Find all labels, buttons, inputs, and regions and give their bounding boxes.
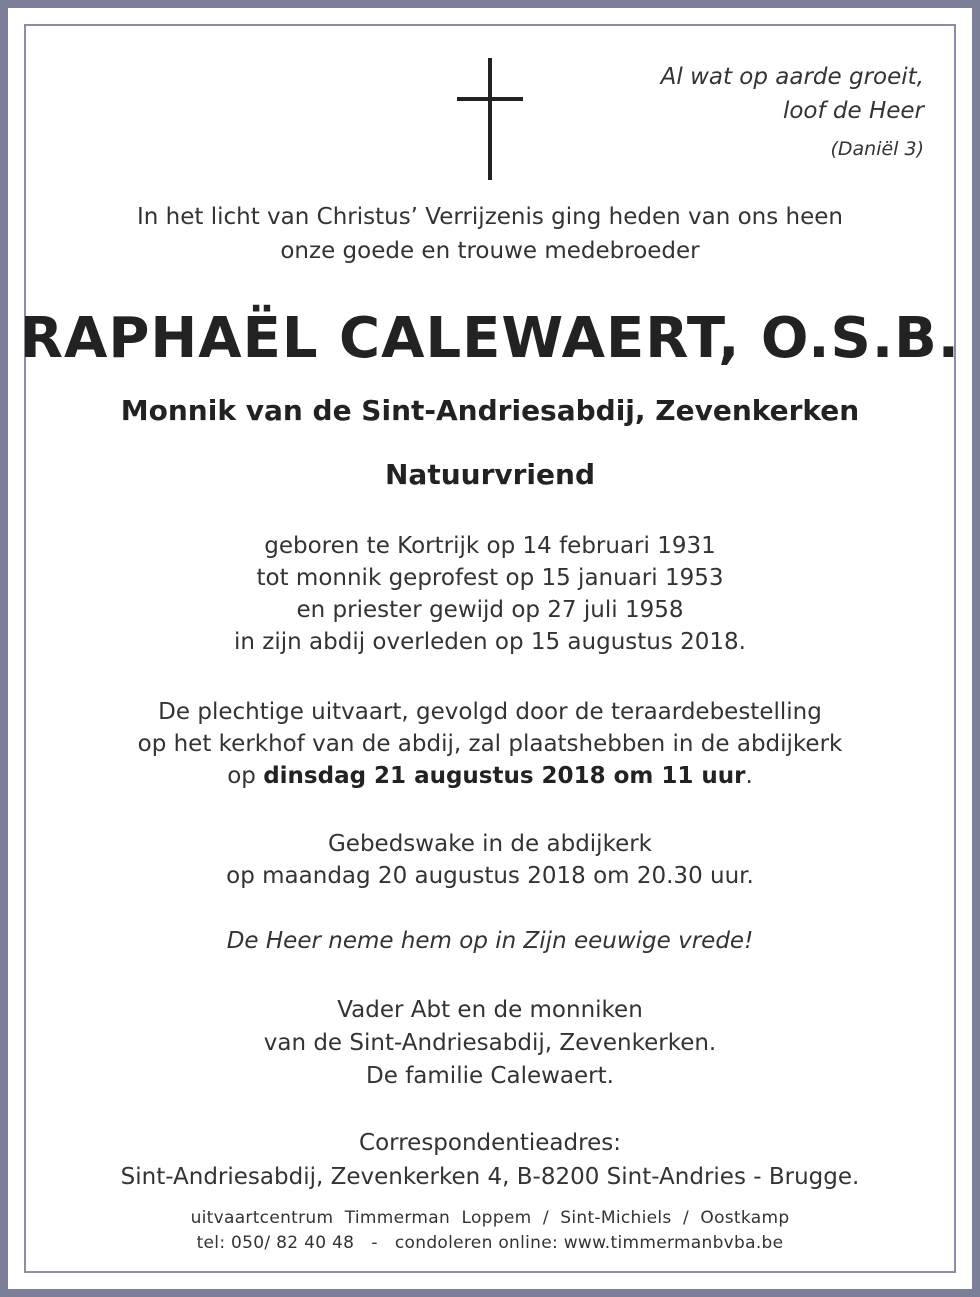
quote-line-2: loof de Heer (782, 98, 924, 124)
funeral-line-1: De plechtige uitvaart, gevolgd door de teraardebestelling (158, 699, 822, 725)
funeral-line-3 (8, 760, 972, 792)
date-line: tot monnik geprofest op 15 januari 1953 (256, 565, 724, 591)
deceased-name: RAPHAËL CALEWAERT, O.S.B. (19, 306, 961, 371)
family-line: van de Sint-Andriesabdij, Zevenkerken. (263, 1030, 717, 1056)
funeral-prefix: op (227, 763, 264, 789)
intro-line-2: onze goede en trouwe medebroeder (280, 238, 700, 264)
wake-line-2: op maandag 20 augustus 2018 om 20.30 uur. (226, 863, 754, 889)
cross-icon-bar (457, 97, 523, 101)
correspondence-label: Correspondentieadres: (359, 1130, 621, 1156)
date-line: geboren te Kortrijk op 14 februari 1931 (264, 533, 716, 559)
correspondence-address: Sint-Andriesabdij, Zevenkerken 4, B-8200 Sint-Andries - Brugge. (120, 1164, 860, 1190)
funeral-datetime: dinsdag 21 augustus 2018 om 11 uur (263, 763, 746, 789)
obituary-card (8, 8, 972, 1289)
quote-line-1: Al wat op aarde groeit, (660, 64, 924, 90)
correspondence (8, 1126, 972, 1194)
deceased-epithet: Natuurvriend (384, 458, 595, 491)
closing-prayer: De Heer neme hem op in Zijn eeuwige vrede! (226, 928, 754, 954)
date-line: en priester gewijd op 27 juli 1958 (296, 597, 684, 623)
deceased-subtitle: Monnik van de Sint-Andriesabdij, Zevenkerken (120, 394, 860, 427)
family-signature (8, 994, 972, 1093)
wake-line-1: Gebedswake in de abdijkerk (327, 831, 652, 857)
wake-info (8, 828, 972, 892)
quote-reference: (Daniël 3) (830, 138, 924, 160)
funeral-home-footer (8, 1206, 972, 1256)
family-line: De familie Calewaert. (366, 1063, 614, 1089)
date-line: in zijn abdij overleden op 15 augustus 2018. (234, 629, 746, 655)
funeral-line-2: op het kerkhof van de abdij, zal plaatshebben in de abdijkerk (137, 731, 843, 757)
family-line: Vader Abt en de monniken (337, 997, 643, 1023)
footer-line-2: tel: 050/ 82 40 48 - condoleren online: www.timmermanbvba.be (196, 1233, 784, 1253)
footer-line-1: uitvaartcentrum Timmerman Loppem / Sint-Michiels / Oostkamp (190, 1208, 790, 1228)
funeral-suffix: . (745, 763, 753, 789)
funeral-info (8, 696, 972, 792)
life-dates (8, 530, 972, 658)
intro-line-1: In het licht van Christus’ Verrijzenis ging heden van ons heen (136, 204, 844, 230)
cross-icon (488, 58, 492, 180)
intro-text (8, 200, 972, 268)
scripture-quote (661, 60, 924, 128)
